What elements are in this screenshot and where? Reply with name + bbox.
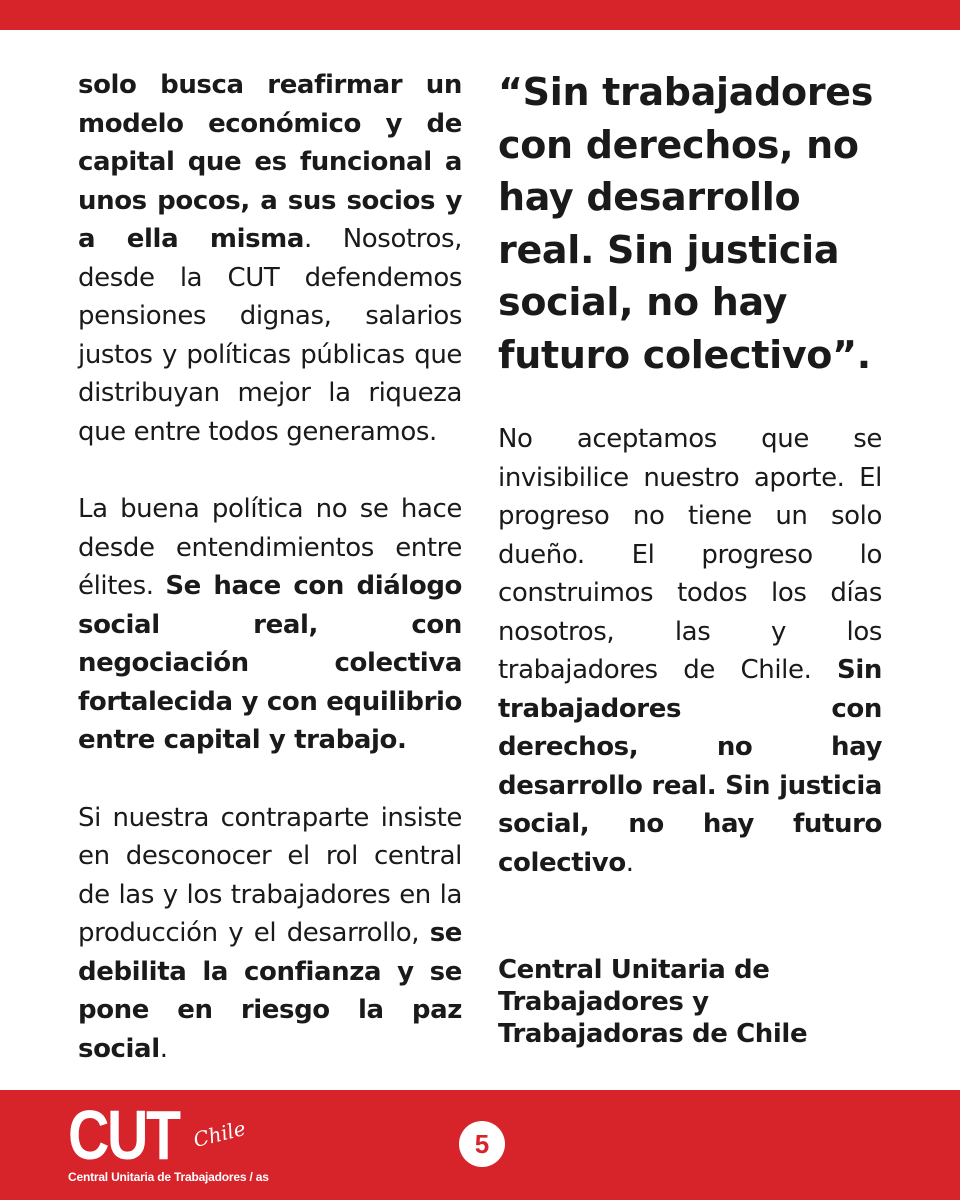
left-p2-bold: Se hace con diálogo social real, con negociación colectiva fortalecida y con equilibrio entre capital y trabajo. bbox=[78, 571, 462, 755]
cut-chile-logo bbox=[60, 1098, 270, 1188]
right-paragraph-1 bbox=[498, 420, 882, 882]
top-bar bbox=[0, 0, 960, 30]
left-paragraph-1 bbox=[78, 66, 462, 451]
pull-quote: “Sin trabajadores con derechos, no hay desarrollo real. Sin justicia social, no hay futuro colectivo”. bbox=[498, 70, 874, 377]
left-column bbox=[78, 66, 462, 1068]
left-p3-end: . bbox=[159, 1033, 168, 1064]
left-p2-text: La buena política no se hace desde entendimientos entre élites. bbox=[78, 494, 462, 601]
signature: Central Unitaria de Trabajadores y Trabajadoras de Chile bbox=[498, 955, 808, 1049]
logo-subtitle: Central Unitaria de Trabajadores / as bbox=[68, 1170, 269, 1184]
right-column bbox=[498, 66, 882, 1050]
right-p1-bold: Sin trabajadores con derechos, no hay desarrollo real. Sin justicia social, no hay futuro colectivo bbox=[498, 655, 882, 878]
left-paragraph-3 bbox=[78, 799, 462, 1069]
left-paragraph-2 bbox=[78, 490, 462, 760]
left-p3-text: Si nuestra contraparte insiste en desconocer el rol central de las y los trabajadores en la producción y el desarrollo, bbox=[78, 802, 462, 948]
right-p1-text: No aceptamos que se invisibilice nuestro aporte. El progreso no tiene un solo dueño. El progreso lo construimos todos los días nosotros, las y los trabajadores de Chile. bbox=[498, 424, 882, 685]
right-p1-end: . bbox=[625, 847, 634, 878]
logo-script-text: Chile bbox=[190, 1115, 248, 1153]
logo-main-text: CUT bbox=[68, 1096, 179, 1174]
left-p1-bold: solo busca reafirmar un modelo económico y de capital que es funcional a unos pocos, a sus socios y a ella misma bbox=[78, 70, 462, 254]
page-number-badge: 5 bbox=[459, 1121, 505, 1167]
left-p1-text: . Nosotros, desde la CUT defendemos pensiones dignas, salarios justos y políticas públicas que distribuyan mejor la riqueza que entre todos generamos. bbox=[78, 224, 462, 447]
left-p3-bold: se debilita la confianza y se pone en riesgo la paz social bbox=[78, 918, 462, 1064]
